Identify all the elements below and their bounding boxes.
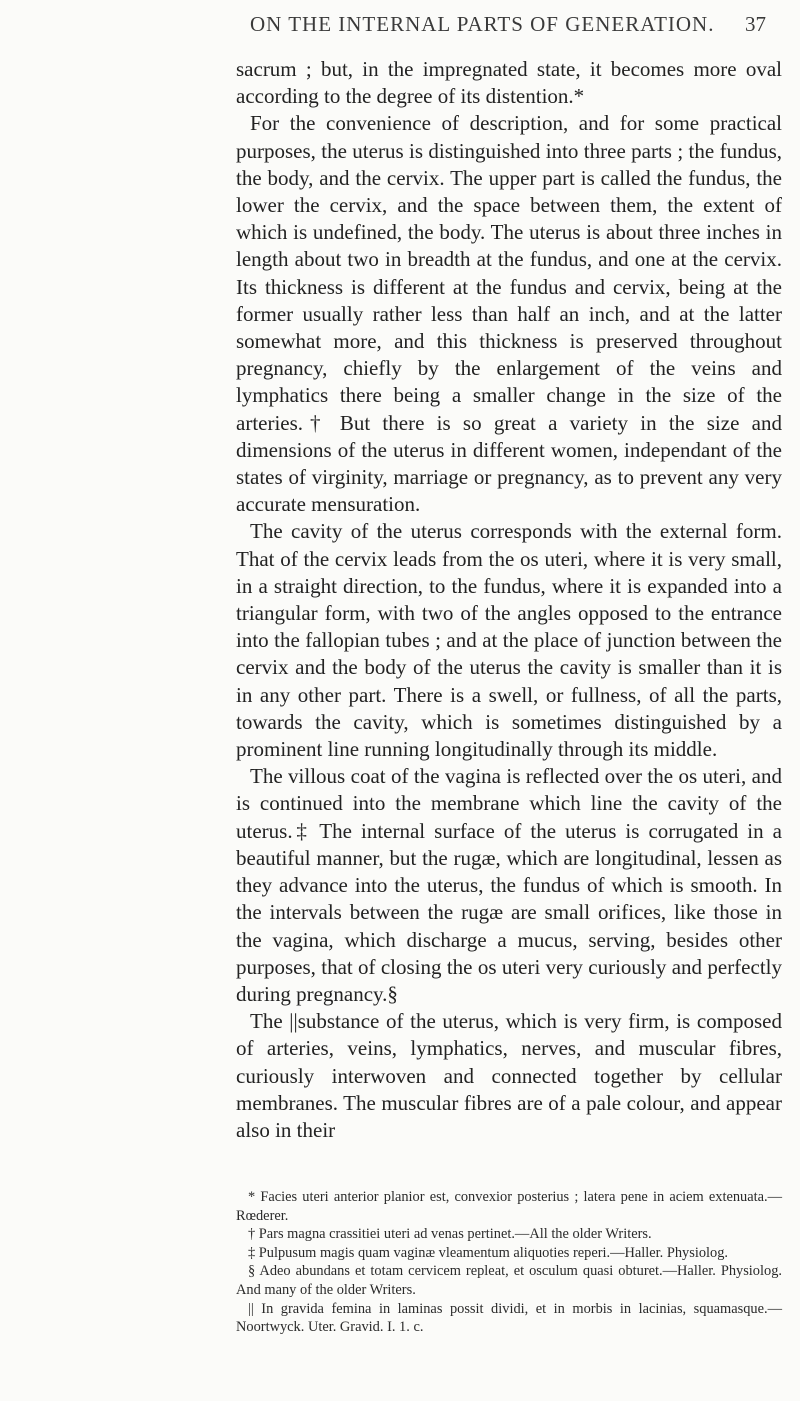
page-number: 37 — [745, 12, 766, 36]
paragraph-3: The cavity of the uterus corresponds with the external form. That of the cervix leads from the os uteri, where it is very small, in a straight direction, to the fundus, where it is expanded into a triangular form, with two of the angles opposed to the entrance into the fallopian tubes ; and at the place of junction between the cervix and the body of the uterus the cavity is smaller than it is in any other part. There is a swell, or fullness, of all the parts, towards the cavity, which is sometimes distinguished by a prominent line running longitudinally through its middle. — [236, 519, 782, 762]
paragraph-2: For the convenience of description, and for some practical purposes, the uterus is distinguished into three parts ; the fundus, the body, and the cervix. The upper part is called the fundus, the lower the cervix, and the space between them, the extent of which is undefined, the body. The uterus is about three inches in length about two in breadth at the fundus, and one at the cervix. Its thickness is different at the fundus and cervix, being at the former usually rather less than half an inch, and at the latter somewhat more, and this thickness is preserved throughout pregnancy, chiefly by the enlargement of the veins and lymphatics there being a smaller change in the size of the arteries.† But there is so great a variety in the size and dimensions of the uterus in different women, independant of the states of virginity, marriage or pregnancy, as to prevent any very accurate mensuration. — [236, 111, 782, 517]
paragraph-1: sacrum ; but, in the impregnated state, it becomes more oval according to the degree of its distention.* — [236, 57, 782, 109]
paragraph-5: The ||substance of the uterus, which is very firm, is composed of arteries, veins, lymphatics, nerves, and muscular fibres, curiously interwoven and connected together by cellular membranes. The muscular fibres are of a pale colour, and appear also in their — [236, 1009, 782, 1142]
footnote-1: * Facies uteri anterior planior est, convexior posterius ; latera pene in aciem extenuata.—Rœderer. — [236, 1189, 782, 1224]
footnote-4: § Adeo abundans et totam cervicem repleat, et osculum quasi obturet.—Haller. Physiolog. And many of the older Writers. — [236, 1263, 782, 1298]
paragraph-4: The villous coat of the vagina is reflected over the os uteri, and is continued into the membrane which line the cavity of the uterus.‡ The internal surface of the uterus is corrugated in a beautiful manner, but the rugæ, which are longitudinal, lessen as they advance into the uterus, the fundus of which is smooth. In the intervals between the rugæ are small orifices, like those in the vagina, which discharge a mucus, serving, besides other purposes, that of closing the os uteri very curiously and perfectly during pregnancy.§ — [236, 764, 782, 1006]
running-title: ON THE INTERNAL PARTS OF GENERATION. — [250, 12, 715, 36]
footnote-3: ‡ Pulpusum magis quam vaginæ vleamentum aliquoties reperi.—Haller. Physiolog. — [248, 1244, 729, 1261]
footnote-5: || In gravida femina in laminas possit dividi, et in morbis in lacinias, squamasque.—Noortwyck. Uter. Gravid. I. 1. c. — [236, 1300, 782, 1336]
running-head — [0, 12, 800, 42]
footnote-2: † Pars magna crassitiei uteri ad venas pertinet.—All the older Writers. — [248, 1226, 652, 1243]
body-text — [236, 56, 782, 1144]
footnotes — [236, 1188, 782, 1337]
